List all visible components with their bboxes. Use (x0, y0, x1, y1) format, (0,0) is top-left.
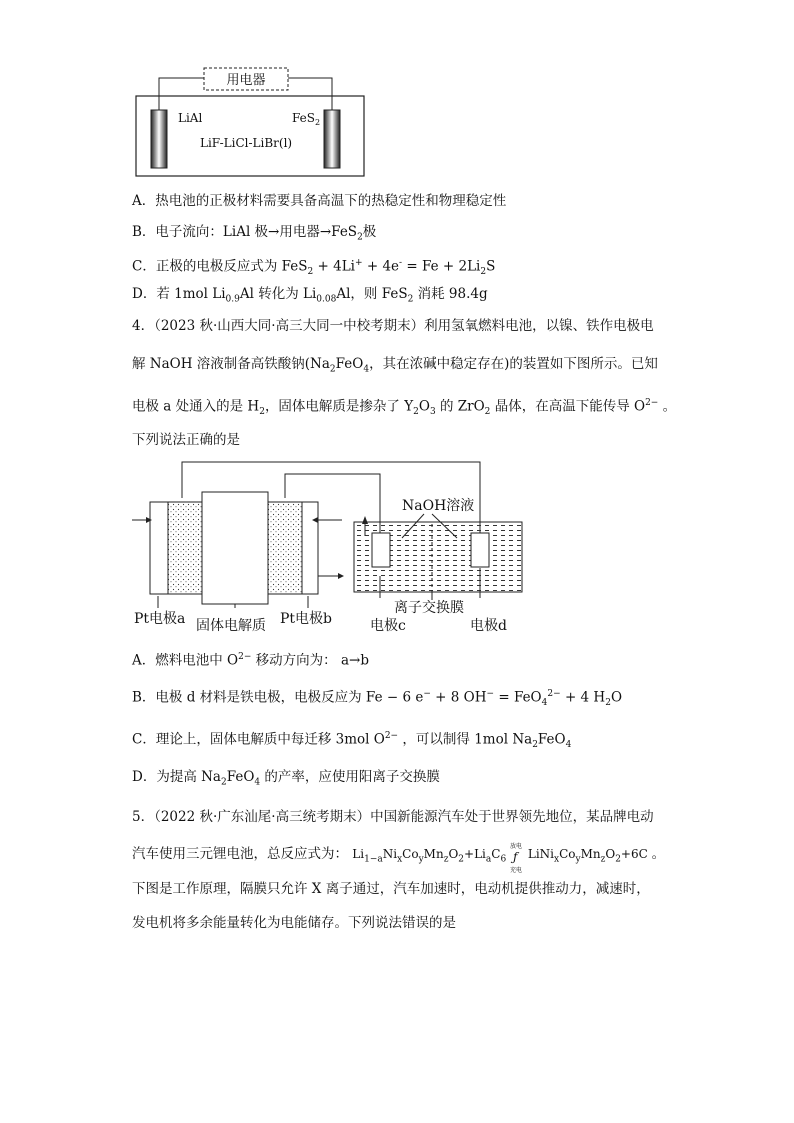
q4-stem-line2: 解 NaOH 溶液制备高铁酸钠($Na_2FeO_4$，其在浓碱中稳定存在)的装置如下图所示。已知 (132, 356, 658, 375)
q4-option-d: D．为提高 $Na_2FeO_4$ 的产率，应使用阳离子交换膜 (132, 769, 440, 788)
naoh-label: NaOH溶液 (402, 498, 475, 514)
q5-stem-line2: 汽车使用三元锂电池，总反应式为： $Li_{1-a}Ni_xCo_yMn_zO_2+Li_aC_6$ 放电 ƒ 充电 $LiNi_xCo_yMn_zO_2+6C$ 。 (132, 842, 666, 874)
q3-option-c: C．正极的电极反应式为 $FeS_2 + 4Li^+ + 4e^- = Fe + 2Li_2S$ (132, 258, 496, 278)
solid-electrolyte-label: 固体电解质 (196, 618, 266, 634)
pt-electrode-a-label: Pt电极a (134, 611, 186, 627)
q4-stem-line3: 电极 a 处通入的是 $H_2$，固体电解质是掺杂了 $Y_2O_3$ 的 ZrO$_2$ 晶体，在高温下能传导 $O^{2-}$ 。 (132, 398, 677, 418)
electrode-c-label: 电极c (370, 618, 406, 634)
q4-stem-line1: 4．（2023 秋·山西大同·高三大同一中校考期末）利用氢氧燃料电池，以镍、铁作电极电 (132, 318, 654, 334)
q5-stem-line4: 发电机将多余能量转化为电能储存。下列说法错误的是 (132, 915, 456, 931)
q5-stem-line1: 5．（2022 秋·广东汕尾·高三统考期末）中国新能源汽车处于世界领先地位，某品牌电动 (132, 809, 654, 825)
q3-option-d: D．若 1mol $Li_{0.9}Al$ 转化为 $Li_{0.08}Al$，则 FeS$_2$ 消耗 98.4g (132, 286, 488, 305)
q4-option-a: A．燃料电池中 $O^{2-}$ 移动方向为： a→b (132, 652, 369, 669)
q5-stem-line3: 下图是工作原理，隔膜只允许 X 离子通过，汽车加速时，电动机提供推动力，减速时， (132, 881, 650, 897)
pt-electrode-b-label: Pt电极b (280, 611, 333, 627)
device-label: 用电器 (226, 73, 266, 88)
lial-label: LiAl (178, 111, 203, 125)
q4-stem-line4: 下列说法正确的是 (132, 432, 240, 448)
reaction-formula: $Li_{1-a}Ni_xCo_yMn_zO_2+Li_aC_6$ 放电 ƒ 充电 $LiNi_xCo_yMn_zO_2+6C$ (352, 842, 648, 874)
q3-option-a: A．热电池的正极材料需要具备高温下的热稳定性和物理稳定性 (132, 193, 507, 209)
fuel-cell-electrolysis-figure (132, 458, 532, 636)
thermal-battery-figure (132, 62, 368, 178)
electrolyte-label: LiF-LiCl-LiBr(l) (200, 136, 293, 150)
reversible-arrow: 放电 ƒ 充电 (510, 842, 523, 874)
q4-option-b: B．电极 d 材料是铁电极，电极反应为 Fe − 6 e− + 8 OH− = FeO$_4^{2-}$ + 4 $H_2O$ (132, 689, 623, 709)
electrode-d-label: 电极d (470, 618, 507, 634)
q4-option-c: C．理论上，固体电解质中每迁移 3mol $O^{2-}$ ，可以制得 1mol $Na_2FeO_4$ (132, 731, 572, 751)
ion-exchange-membrane-label: 离子交换膜 (394, 600, 464, 616)
fes2-label: FeS$_2$ (292, 111, 321, 127)
q3-option-b: B．电子流向：LiAl 极→用电器→FeS$_2$极 (132, 224, 377, 243)
